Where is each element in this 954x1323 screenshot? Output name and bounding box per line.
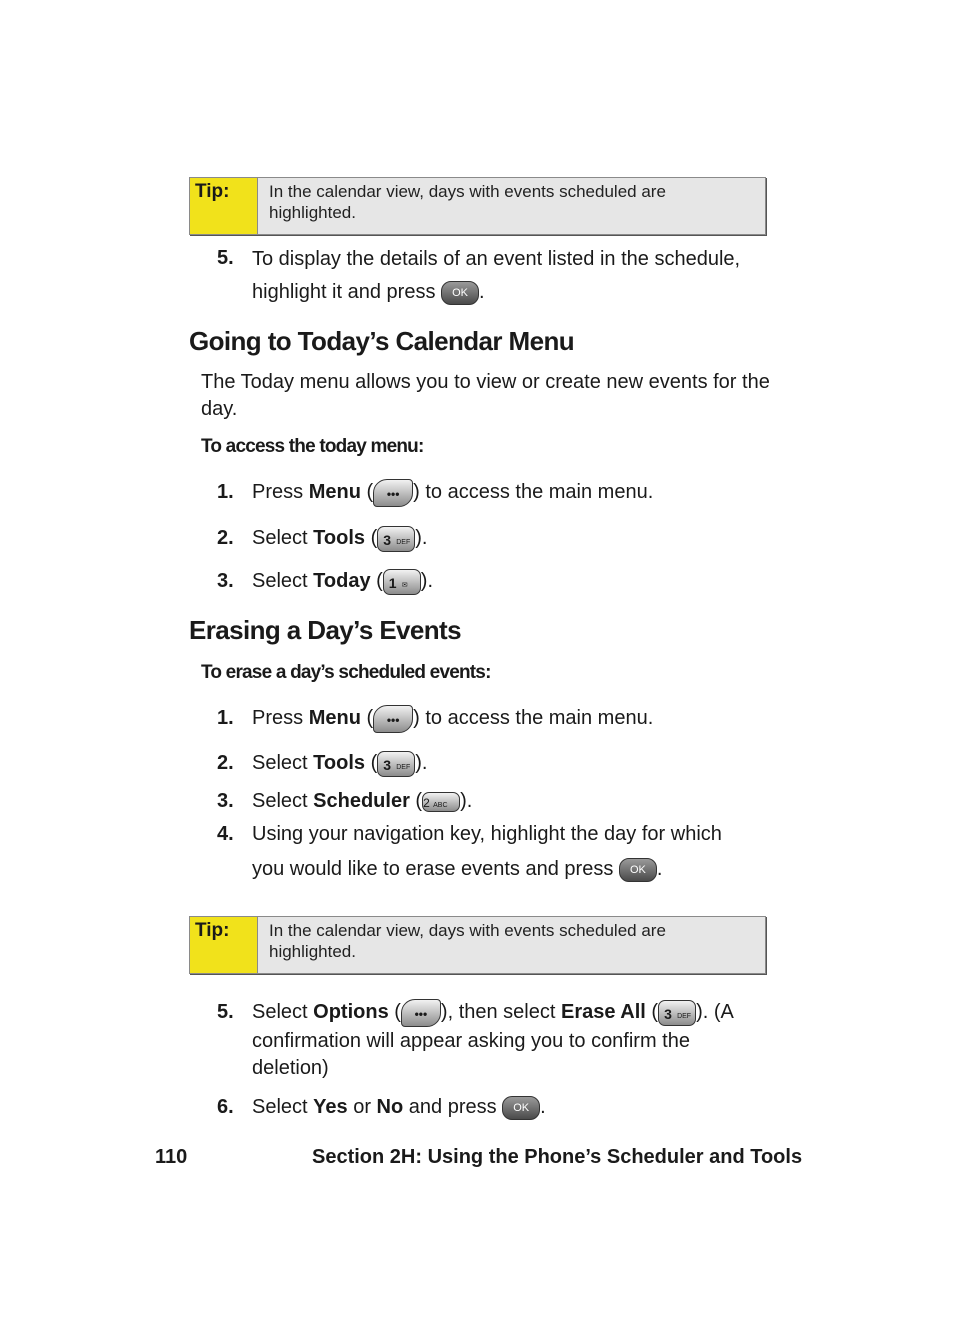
step-text: deletion) <box>252 1057 329 1079</box>
step-number: 1. <box>217 481 234 503</box>
procedure-heading: To access the today menu: <box>201 436 424 457</box>
step-text: confirmation will appear asking you to confirm the <box>252 1030 690 1052</box>
tip-box <box>189 177 766 235</box>
step-text: Select Yes or No and press OK . <box>252 1096 546 1118</box>
step-text: Using your navigation key, highlight the day for which <box>252 823 722 845</box>
ok-key-icon: OK <box>441 281 479 305</box>
menu-key-icon: ••• <box>373 479 413 507</box>
key-3-icon: 3 DEF <box>658 1000 696 1026</box>
key-1-icon: 1 ✉ <box>383 569 421 595</box>
step-number: 3. <box>217 790 234 812</box>
tip-text: In the calendar view, days with events scheduled are highlighted. <box>269 921 666 961</box>
step-number: 2. <box>217 527 234 549</box>
step-text: Select Scheduler (2 ABC ). <box>252 790 473 812</box>
section-footer: Section 2H: Using the Phone’s Scheduler and Tools <box>312 1146 803 1168</box>
step-text: To display the details of an event listed in the schedule, <box>252 248 741 270</box>
tip-box <box>189 916 766 974</box>
section-heading: Erasing a Day’s Events <box>189 615 461 645</box>
ok-key-icon: OK <box>502 1096 540 1120</box>
step-number: 4. <box>217 823 234 845</box>
step-number: 5. <box>217 1001 234 1023</box>
step-number: 3. <box>217 570 234 592</box>
section-heading: Going to Today’s Calendar Menu <box>189 326 575 356</box>
key-3-icon: 3 DEF <box>377 751 415 777</box>
key-3-icon: 3 DEF <box>377 526 415 552</box>
step-text: Select Today ( 1 ✉ ). <box>252 566 433 596</box>
ok-key-icon: OK <box>619 858 657 882</box>
tip-label: Tip: <box>190 178 258 234</box>
step-text: Select Tools ( 3 DEF ). <box>252 523 427 553</box>
tip-text: In the calendar view, days with events scheduled are highlighted. <box>269 182 666 222</box>
step-number: 6. <box>217 1096 234 1118</box>
step-number: 1. <box>217 707 234 729</box>
intro-paragraph: The Today menu allows you to view or create new events for the day. <box>201 371 770 420</box>
step-number: 2. <box>217 752 234 774</box>
tip-label: Tip: <box>190 917 258 973</box>
step-text: Press Menu ( ••• ) to access the main menu. <box>252 703 653 733</box>
step-text: you would like to erase events and press OK . <box>252 858 663 880</box>
step-text: Select Tools ( 3 DEF ). <box>252 748 427 778</box>
key-2-icon: 2 ABC <box>422 792 460 812</box>
step-text: Press Menu ( ••• ) to access the main menu. <box>252 477 653 507</box>
step-text: Select Options ( ••• ), then select Erase All ( 3 DEF ). (A <box>252 997 734 1027</box>
options-key-icon: ••• <box>401 999 441 1027</box>
page-number: 110 <box>155 1146 188 1168</box>
menu-key-icon: ••• <box>373 705 413 733</box>
step-text: highlight it and press OK . <box>252 281 485 303</box>
procedure-heading: To erase a day’s scheduled events: <box>201 662 491 683</box>
step-number: 5. <box>217 247 234 269</box>
